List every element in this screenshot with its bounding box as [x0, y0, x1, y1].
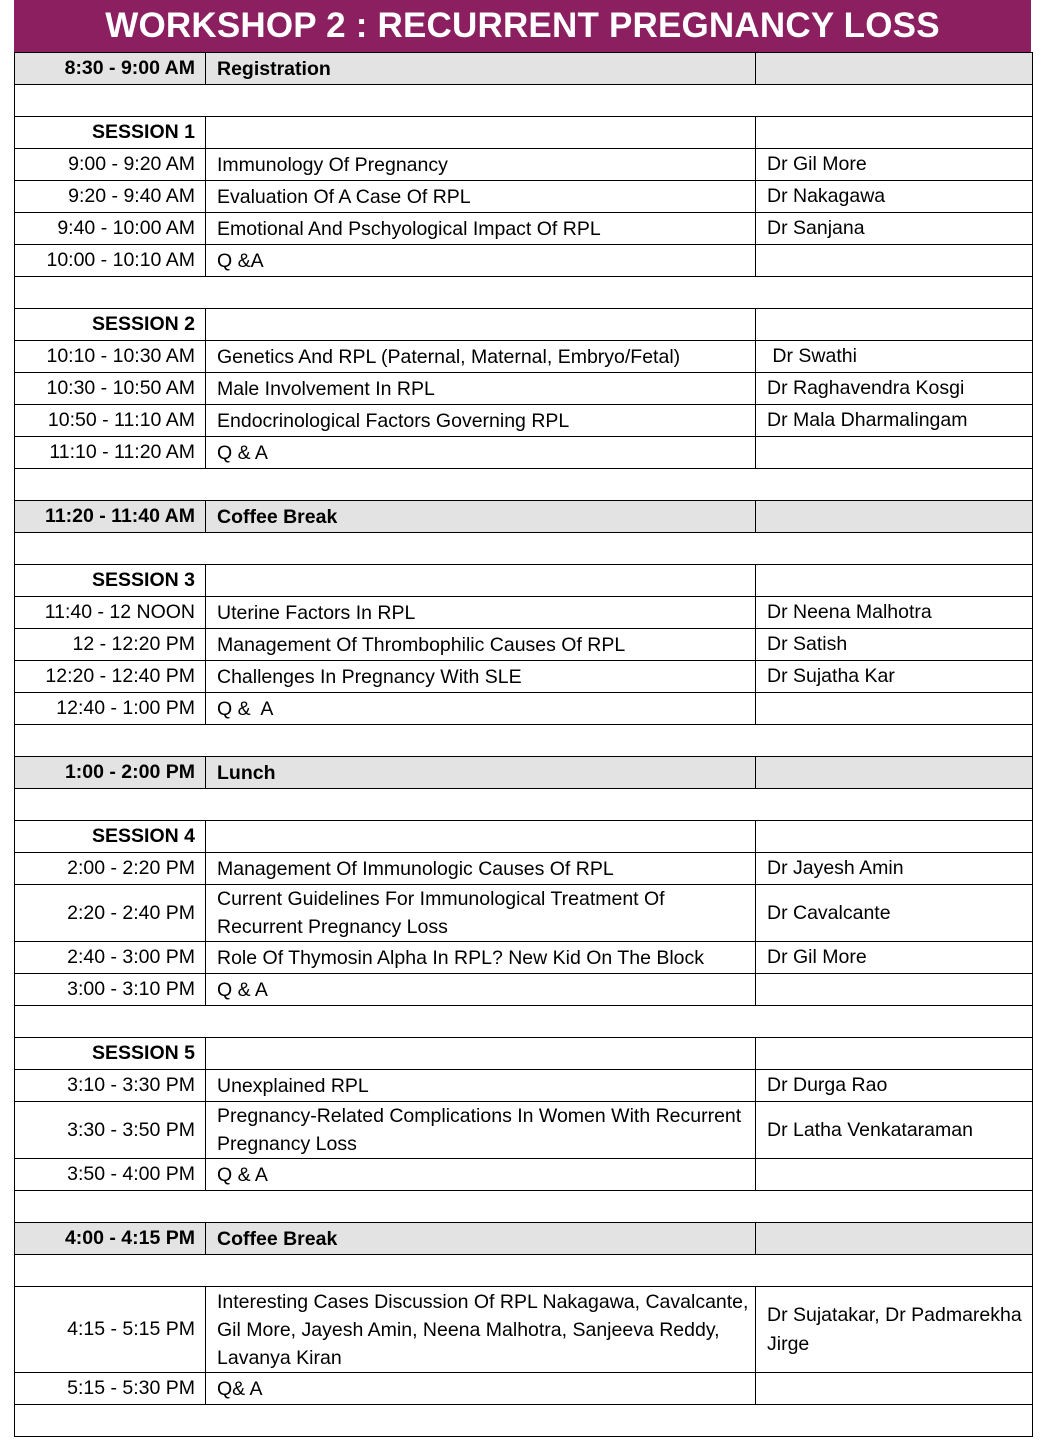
table-row	[15, 405, 1033, 437]
topic-cell: Coffee Break	[206, 1223, 756, 1255]
topic-cell: Q &A	[206, 245, 756, 277]
spacer-cell	[15, 1191, 1033, 1223]
spacer-row	[15, 533, 1033, 565]
session-2-header-row	[15, 309, 1033, 341]
spacer-row	[15, 789, 1033, 821]
topic-cell: Unexplained RPL	[206, 1070, 756, 1102]
speaker-cell: Dr Sanjana	[756, 213, 1033, 245]
speaker-cell	[756, 117, 1033, 149]
topic-cell: Q & A	[206, 693, 756, 725]
topic-cell: Uterine Factors In RPL	[206, 597, 756, 629]
spacer-cell	[15, 533, 1033, 565]
time-cell: 2:40 - 3:00 PM	[15, 942, 206, 974]
speaker-cell	[756, 757, 1033, 789]
table-row-registration	[15, 53, 1033, 85]
topic-cell: Q & A	[206, 974, 756, 1006]
speaker-cell: Dr Sujatakar, Dr Padmarekha Jirge	[756, 1287, 1033, 1373]
time-cell: 12 - 12:20 PM	[15, 629, 206, 661]
speaker-cell	[756, 1223, 1033, 1255]
table-row	[15, 885, 1033, 942]
spacer-row	[15, 1255, 1033, 1287]
topic-cell: Q & A	[206, 437, 756, 469]
topic-cell	[206, 117, 756, 149]
topic-cell: Endocrinological Factors Governing RPL	[206, 405, 756, 437]
table-row-lunch	[15, 757, 1033, 789]
spacer-cell	[15, 1255, 1033, 1287]
time-cell: 10:50 - 11:10 AM	[15, 405, 206, 437]
speaker-cell: Dr Raghavendra Kosgi	[756, 373, 1033, 405]
speaker-cell: Dr Durga Rao	[756, 1070, 1033, 1102]
schedule-table	[14, 52, 1033, 1437]
speaker-cell: Dr Sujatha Kar	[756, 661, 1033, 693]
topic-cell	[206, 821, 756, 853]
time-cell: 9:20 - 9:40 AM	[15, 181, 206, 213]
table-row	[15, 1102, 1033, 1159]
speaker-cell: Dr Neena Malhotra	[756, 597, 1033, 629]
table-row	[15, 629, 1033, 661]
spacer-cell	[15, 1006, 1033, 1038]
spacer-row	[15, 85, 1033, 117]
session-label: SESSION 4	[15, 821, 206, 853]
speaker-cell	[756, 501, 1033, 533]
table-row	[15, 1159, 1033, 1191]
spacer-row	[15, 1405, 1033, 1437]
topic-cell: Male Involvement In RPL	[206, 373, 756, 405]
topic-cell: Genetics And RPL (Paternal, Maternal, Embryo/Fetal)	[206, 341, 756, 373]
spacer-row	[15, 277, 1033, 309]
speaker-cell	[756, 53, 1033, 85]
speaker-cell	[756, 693, 1033, 725]
spacer-row	[15, 725, 1033, 757]
time-cell: 3:50 - 4:00 PM	[15, 1159, 206, 1191]
speaker-cell: Dr Nakagawa	[756, 181, 1033, 213]
speaker-cell: Dr Latha Venkataraman	[756, 1102, 1033, 1159]
spacer-cell	[15, 789, 1033, 821]
speaker-cell	[756, 821, 1033, 853]
session-label: SESSION 1	[15, 117, 206, 149]
spacer-row	[15, 1191, 1033, 1223]
topic-cell	[206, 1038, 756, 1070]
table-row	[15, 149, 1033, 181]
speaker-cell: Dr Satish	[756, 629, 1033, 661]
table-row-coffee-break	[15, 1223, 1033, 1255]
spacer-cell	[15, 725, 1033, 757]
time-cell: 4:15 - 5:15 PM	[15, 1287, 206, 1373]
time-cell: 12:20 - 12:40 PM	[15, 661, 206, 693]
time-cell: 4:00 - 4:15 PM	[15, 1223, 206, 1255]
spacer-cell	[15, 277, 1033, 309]
session-label: SESSION 2	[15, 309, 206, 341]
time-cell: 2:00 - 2:20 PM	[15, 853, 206, 885]
time-cell: 9:40 - 10:00 AM	[15, 213, 206, 245]
speaker-cell	[756, 309, 1033, 341]
speaker-cell: Dr Jayesh Amin	[756, 853, 1033, 885]
spacer-row	[15, 469, 1033, 501]
topic-cell: Coffee Break	[206, 501, 756, 533]
table-row	[15, 437, 1033, 469]
time-cell: 3:00 - 3:10 PM	[15, 974, 206, 1006]
speaker-cell	[756, 437, 1033, 469]
table-row	[15, 853, 1033, 885]
session-3-header-row	[15, 565, 1033, 597]
topic-cell: Q& A	[206, 1373, 756, 1405]
table-row	[15, 1287, 1033, 1373]
topic-cell: Evaluation Of A Case Of RPL	[206, 181, 756, 213]
time-cell: 11:40 - 12 NOON	[15, 597, 206, 629]
speaker-cell: Dr Gil More	[756, 149, 1033, 181]
speaker-cell	[756, 1373, 1033, 1405]
speaker-cell	[756, 565, 1033, 597]
time-cell: 11:20 - 11:40 AM	[15, 501, 206, 533]
table-row	[15, 213, 1033, 245]
time-cell: 3:10 - 3:30 PM	[15, 1070, 206, 1102]
topic-cell: Registration	[206, 53, 756, 85]
page-title: WORKSHOP 2 : RECURRENT PREGNANCY LOSS	[14, 0, 1031, 52]
topic-cell	[206, 309, 756, 341]
topic-cell: Pregnancy-Related Complications In Women With Recurrent Pregnancy Loss	[206, 1102, 756, 1159]
speaker-cell: Dr Gil More	[756, 942, 1033, 974]
spacer-row	[15, 1006, 1033, 1038]
topic-cell: Emotional And Pschyological Impact Of RPL	[206, 213, 756, 245]
time-cell: 10:00 - 10:10 AM	[15, 245, 206, 277]
spacer-cell	[15, 85, 1033, 117]
table-row	[15, 245, 1033, 277]
topic-cell	[206, 565, 756, 597]
time-cell: 5:15 - 5:30 PM	[15, 1373, 206, 1405]
topic-cell: Immunology Of Pregnancy	[206, 149, 756, 181]
topic-cell: Management Of Thrombophilic Causes Of RPL	[206, 629, 756, 661]
time-cell: 11:10 - 11:20 AM	[15, 437, 206, 469]
topic-cell: Role Of Thymosin Alpha In RPL? New Kid On The Block	[206, 942, 756, 974]
table-row	[15, 1070, 1033, 1102]
table-row	[15, 1373, 1033, 1405]
speaker-cell: Dr Swathi	[756, 341, 1033, 373]
table-row	[15, 974, 1033, 1006]
time-cell: 10:10 - 10:30 AM	[15, 341, 206, 373]
speaker-cell: Dr Cavalcante	[756, 885, 1033, 942]
time-cell: 9:00 - 9:20 AM	[15, 149, 206, 181]
topic-cell: Challenges In Pregnancy With SLE	[206, 661, 756, 693]
session-1-header-row	[15, 117, 1033, 149]
speaker-cell: Dr Mala Dharmalingam	[756, 405, 1033, 437]
time-cell: 10:30 - 10:50 AM	[15, 373, 206, 405]
speaker-cell	[756, 1038, 1033, 1070]
speaker-cell	[756, 1159, 1033, 1191]
table-row	[15, 181, 1033, 213]
time-cell: 12:40 - 1:00 PM	[15, 693, 206, 725]
table-row-coffee-break	[15, 501, 1033, 533]
table-row	[15, 661, 1033, 693]
session-label: SESSION 3	[15, 565, 206, 597]
session-4-header-row	[15, 821, 1033, 853]
spacer-cell	[15, 469, 1033, 501]
time-cell: 3:30 - 3:50 PM	[15, 1102, 206, 1159]
session-label: SESSION 5	[15, 1038, 206, 1070]
table-row	[15, 341, 1033, 373]
table-row	[15, 373, 1033, 405]
topic-cell: Interesting Cases Discussion Of RPL Nakagawa, Cavalcante, Gil More, Jayesh Amin, Neena Malhotra, Sanjeeva Reddy, Lavanya Kiran	[206, 1287, 756, 1373]
spacer-cell	[15, 1405, 1033, 1437]
session-5-header-row	[15, 1038, 1033, 1070]
table-row	[15, 942, 1033, 974]
table-row	[15, 597, 1033, 629]
speaker-cell	[756, 974, 1033, 1006]
topic-cell: Management Of Immunologic Causes Of RPL	[206, 853, 756, 885]
time-cell: 1:00 - 2:00 PM	[15, 757, 206, 789]
topic-cell: Q & A	[206, 1159, 756, 1191]
speaker-cell	[756, 245, 1033, 277]
topic-cell: Current Guidelines For Immunological Treatment Of Recurrent Pregnancy Loss	[206, 885, 756, 942]
topic-cell: Lunch	[206, 757, 756, 789]
table-row	[15, 693, 1033, 725]
time-cell: 8:30 - 9:00 AM	[15, 53, 206, 85]
time-cell: 2:20 - 2:40 PM	[15, 885, 206, 942]
